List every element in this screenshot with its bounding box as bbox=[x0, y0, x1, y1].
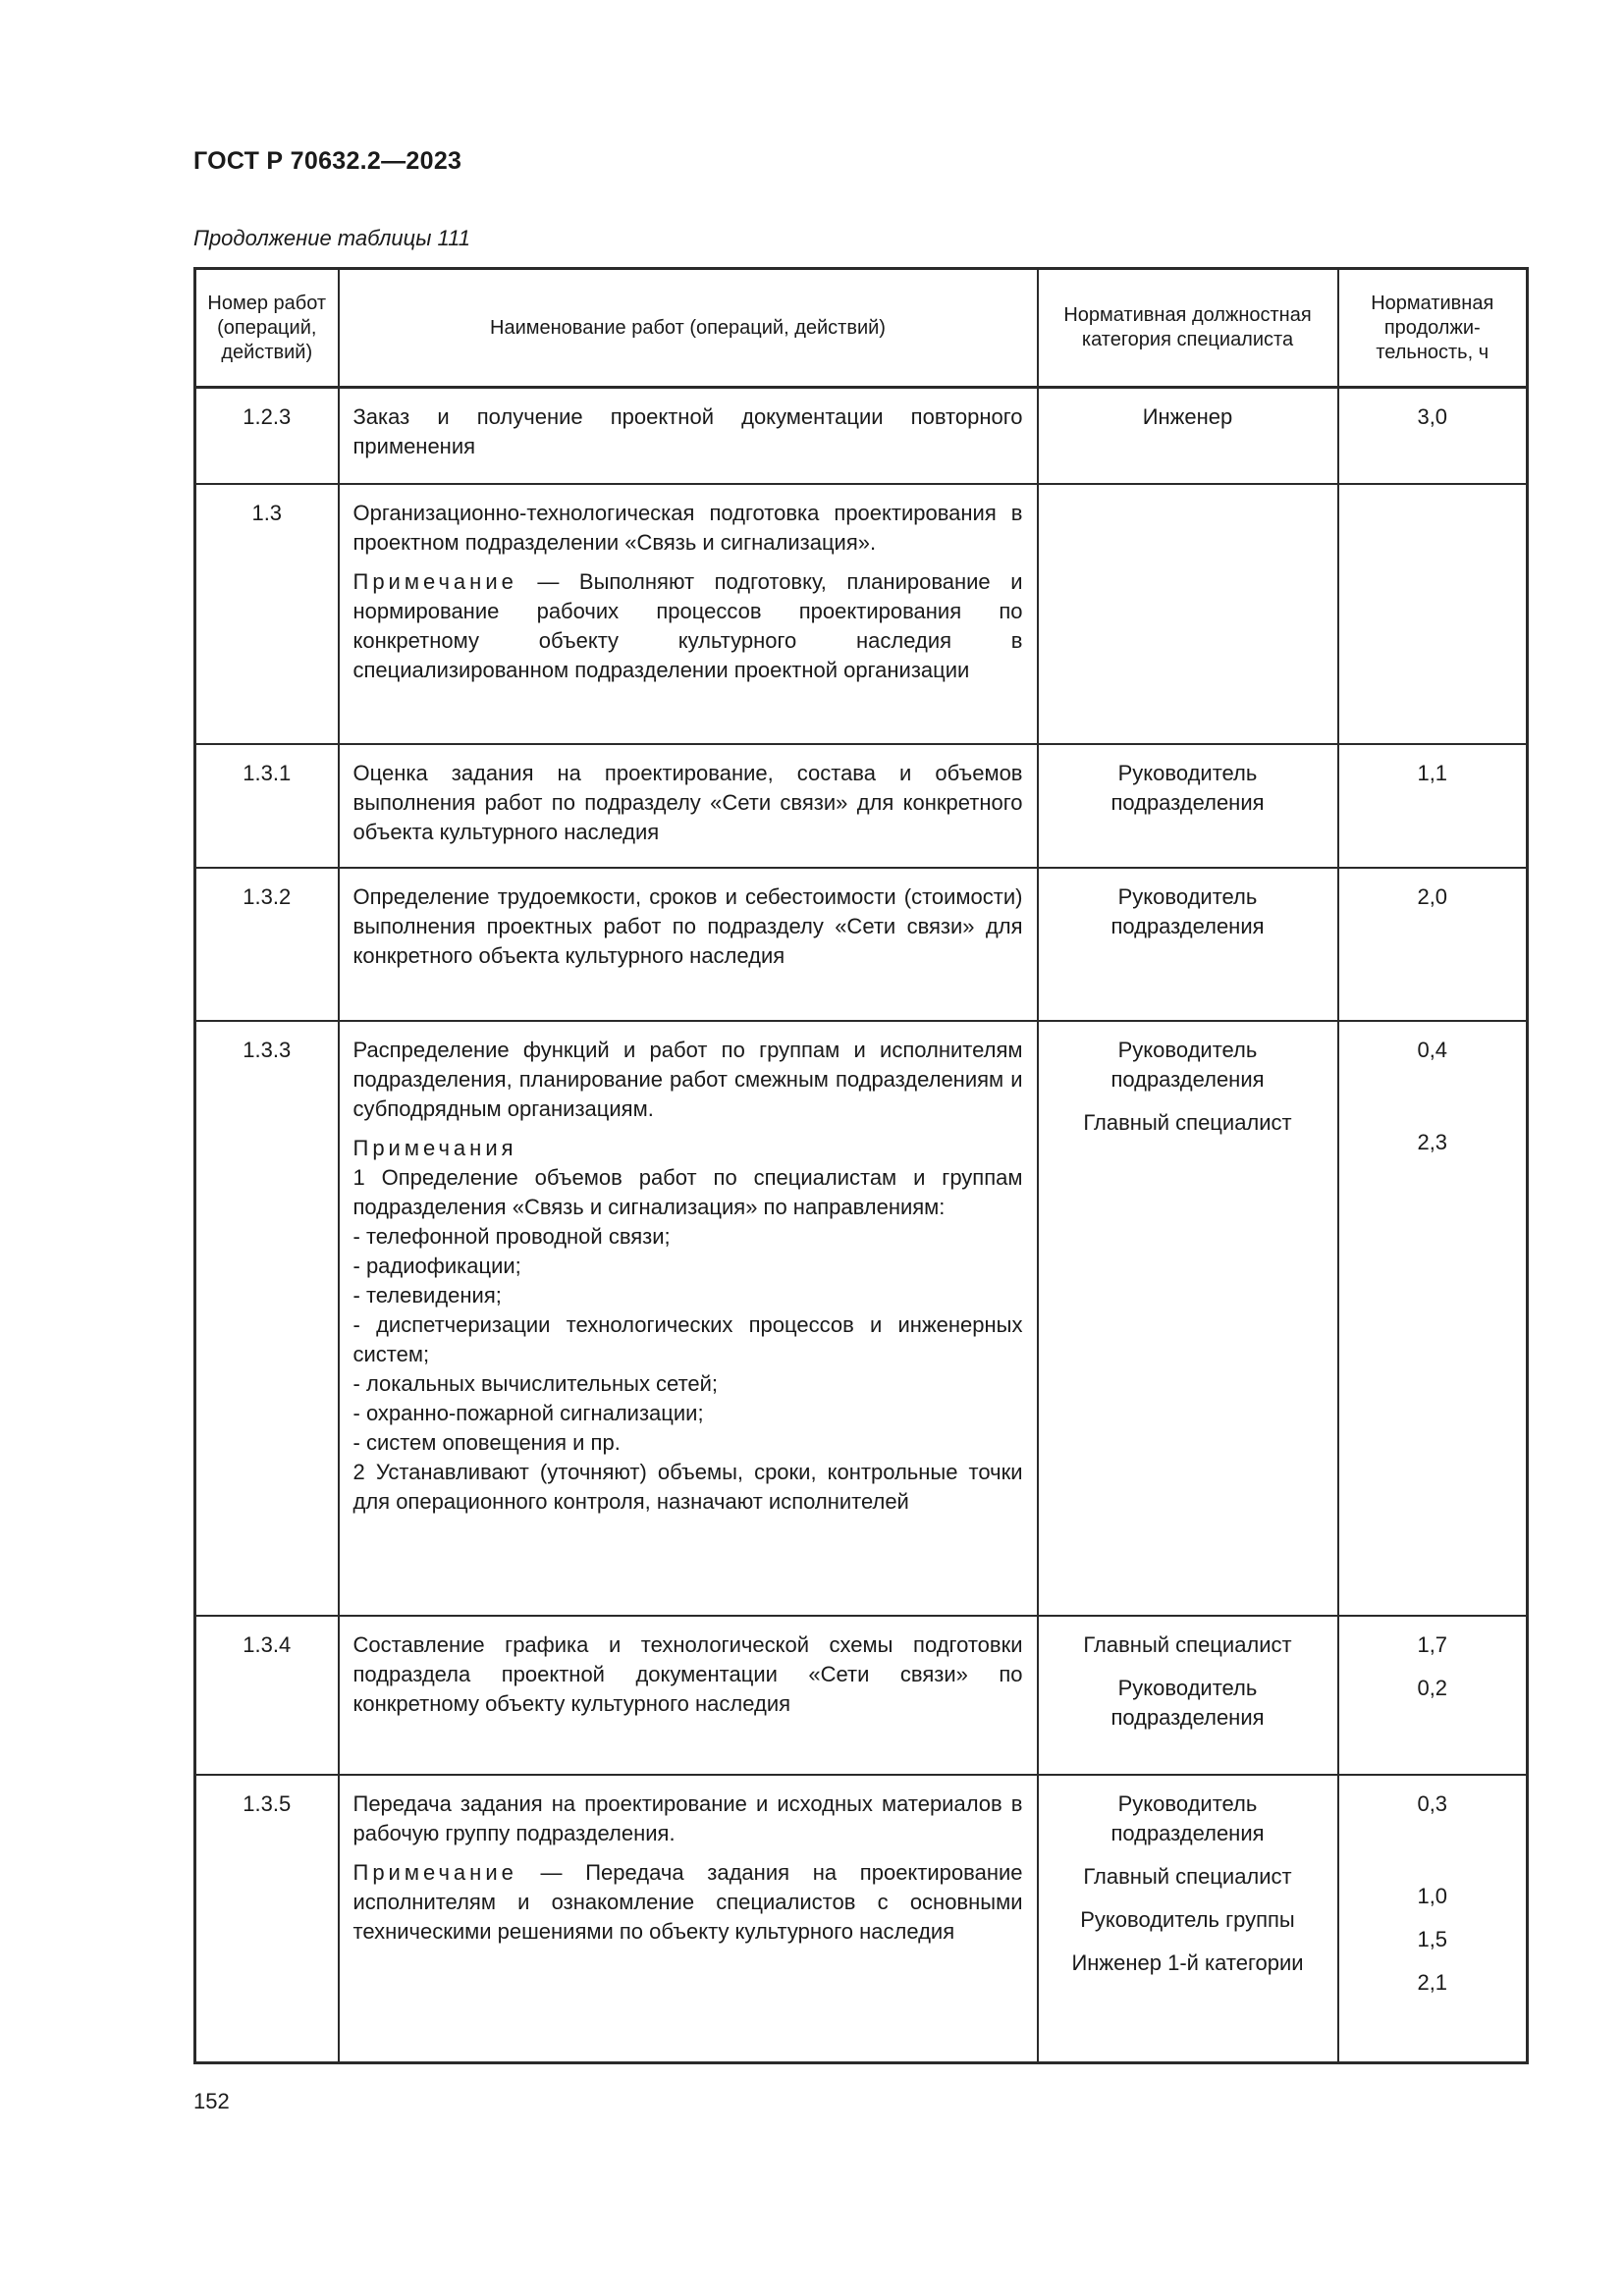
category-entry: Главный специалист bbox=[1083, 1109, 1292, 1135]
row-duration bbox=[1338, 1775, 1528, 2063]
table-row bbox=[195, 1775, 1528, 2063]
row-category: Руководитель подразделения bbox=[1038, 868, 1338, 1021]
list-item: - охранно-пожарной сигнализации; bbox=[352, 1400, 704, 1425]
note-text: — Выполняют подготовку, планирование и нормирование рабочих процессов проектирования по конкретному объекту культурного наследия в специализированном подразделении проектной организации bbox=[352, 568, 1023, 682]
note-text: — Передача задания на проектирование исполнителям и ознакомление специалистов с основными техническими решениями по объекту культурного наследия bbox=[352, 1859, 1023, 1944]
row-duration: 1,1 bbox=[1338, 744, 1528, 868]
row-number: 1.3.4 bbox=[195, 1616, 339, 1775]
duration-entry: 1,0 bbox=[1417, 1883, 1448, 1908]
category-entry: Руководитель подразделения bbox=[1110, 1790, 1265, 1845]
row-note bbox=[353, 1858, 1023, 1947]
row-number: 1.3.2 bbox=[195, 868, 339, 1021]
list-item: - локальных вычислительных сетей; bbox=[352, 1370, 719, 1396]
note-label: Примечание bbox=[352, 568, 517, 594]
document-code: ГОСТ Р 70632.2—2023 bbox=[193, 147, 462, 175]
note-2: 2 Устанавливают (уточняют) объемы, сроки, контрольные точки для операционного контроля, назначают исполнителей bbox=[352, 1459, 1023, 1514]
duration-entry: 0,4 bbox=[1417, 1037, 1448, 1062]
list-item: - радиофикации; bbox=[352, 1253, 521, 1278]
duration-entry: 0,3 bbox=[1417, 1790, 1448, 1816]
row-category bbox=[1038, 1775, 1338, 2063]
row-category: Инженер bbox=[1038, 388, 1338, 484]
row-name bbox=[339, 744, 1038, 868]
row-name bbox=[339, 484, 1038, 744]
category-entry: Руководитель группы bbox=[1080, 1906, 1295, 1932]
row-text: Определение трудоемкости, сроков и себестоимости (стоимости) выполнения проектных работ по подразделу «Сети связи» для конкретного объекта культурного наследия bbox=[352, 883, 1023, 968]
table-row bbox=[195, 1021, 1528, 1616]
duration-entry: 1,7 bbox=[1417, 1631, 1448, 1657]
row-name bbox=[339, 388, 1038, 484]
row-number: 1.2.3 bbox=[195, 388, 339, 484]
duration-entry: 2,3 bbox=[1417, 1129, 1448, 1154]
row-category bbox=[1038, 1021, 1338, 1616]
table-row bbox=[195, 744, 1528, 868]
category-entry: Главный специалист bbox=[1083, 1631, 1292, 1657]
note-label: Примечание bbox=[352, 1859, 517, 1885]
notes-label: Примечания bbox=[352, 1135, 517, 1160]
row-text: Организационно-технологическая подготовка проектирования в проектном подразделении «Связь и сигнализация». bbox=[352, 500, 1023, 555]
row-text: Распределение функций и работ по группам и исполнителям подразделения, планирование работ смежным подразделениям и субподрядным организациям. bbox=[352, 1037, 1023, 1121]
table-row bbox=[195, 484, 1528, 744]
table-header-row bbox=[195, 269, 1528, 388]
row-category bbox=[1038, 1616, 1338, 1775]
table-row bbox=[195, 868, 1528, 1021]
row-text: Оценка задания на проектирование, состава и объемов выполнения работ по подразделу «Сети связи» для конкретного объекта культурного наследия bbox=[352, 760, 1023, 844]
row-name bbox=[339, 868, 1038, 1021]
row-text: Заказ и получение проектной документации повторного применения bbox=[352, 404, 1023, 458]
category-entry: Руководитель подразделения bbox=[1110, 1037, 1265, 1092]
row-text: Составление графика и технологической схемы подготовки подраздела проектной документации «Сети связи» по конкретному объекту культурного наследия bbox=[352, 1631, 1023, 1716]
table-row bbox=[195, 388, 1528, 484]
row-number: 1.3.1 bbox=[195, 744, 339, 868]
row-text: Передача задания на проектирование и исходных материалов в рабочую группу подразделения. bbox=[352, 1790, 1023, 1845]
row-duration: 3,0 bbox=[1338, 388, 1528, 484]
category-entry: Главный специалист bbox=[1083, 1863, 1292, 1889]
note-1: 1 Определение объемов работ по специалистам и группам подразделения «Связь и сигнализация» по направлениям: bbox=[352, 1164, 1023, 1219]
row-note bbox=[353, 567, 1023, 685]
header-number: Номер работ (операций, действий) bbox=[195, 269, 339, 388]
row-name bbox=[339, 1616, 1038, 1775]
list-item: - систем оповещения и пр. bbox=[352, 1429, 621, 1455]
category-entry: Инженер 1-й категории bbox=[1071, 1949, 1304, 1975]
row-name bbox=[339, 1775, 1038, 2063]
row-number: 1.3.5 bbox=[195, 1775, 339, 2063]
row-name bbox=[339, 1021, 1038, 1616]
header-name: Наименование работ (операций, действий) bbox=[339, 269, 1038, 388]
row-number: 1.3 bbox=[195, 484, 339, 744]
header-category: Нормативная должностная категория специалиста bbox=[1038, 269, 1338, 388]
row-number: 1.3.3 bbox=[195, 1021, 339, 1616]
row-category bbox=[1038, 484, 1338, 744]
row-duration bbox=[1338, 1021, 1528, 1616]
header-duration: Нормативная продолжи-тельность, ч bbox=[1338, 269, 1528, 388]
duration-entry: 0,2 bbox=[1417, 1675, 1448, 1700]
row-notes bbox=[353, 1134, 1023, 1517]
row-duration: 2,0 bbox=[1338, 868, 1528, 1021]
table-row bbox=[195, 1616, 1528, 1775]
table-continuation-title: Продолжение таблицы 111 bbox=[193, 226, 470, 250]
list-item: - диспетчеризации технологических процессов и инженерных систем; bbox=[352, 1311, 1023, 1366]
row-category: Руководитель подразделения bbox=[1038, 744, 1338, 868]
list-item: - телевидения; bbox=[352, 1282, 502, 1308]
duration-entry: 2,1 bbox=[1417, 1969, 1448, 1995]
list-item: - телефонной проводной связи; bbox=[352, 1223, 671, 1249]
page-number: 152 bbox=[193, 2089, 230, 2113]
work-norms-table bbox=[193, 267, 1529, 2064]
row-duration bbox=[1338, 484, 1528, 744]
row-duration bbox=[1338, 1616, 1528, 1775]
duration-entry: 1,5 bbox=[1417, 1926, 1448, 1951]
category-entry: Руководитель подразделения bbox=[1110, 1675, 1265, 1730]
